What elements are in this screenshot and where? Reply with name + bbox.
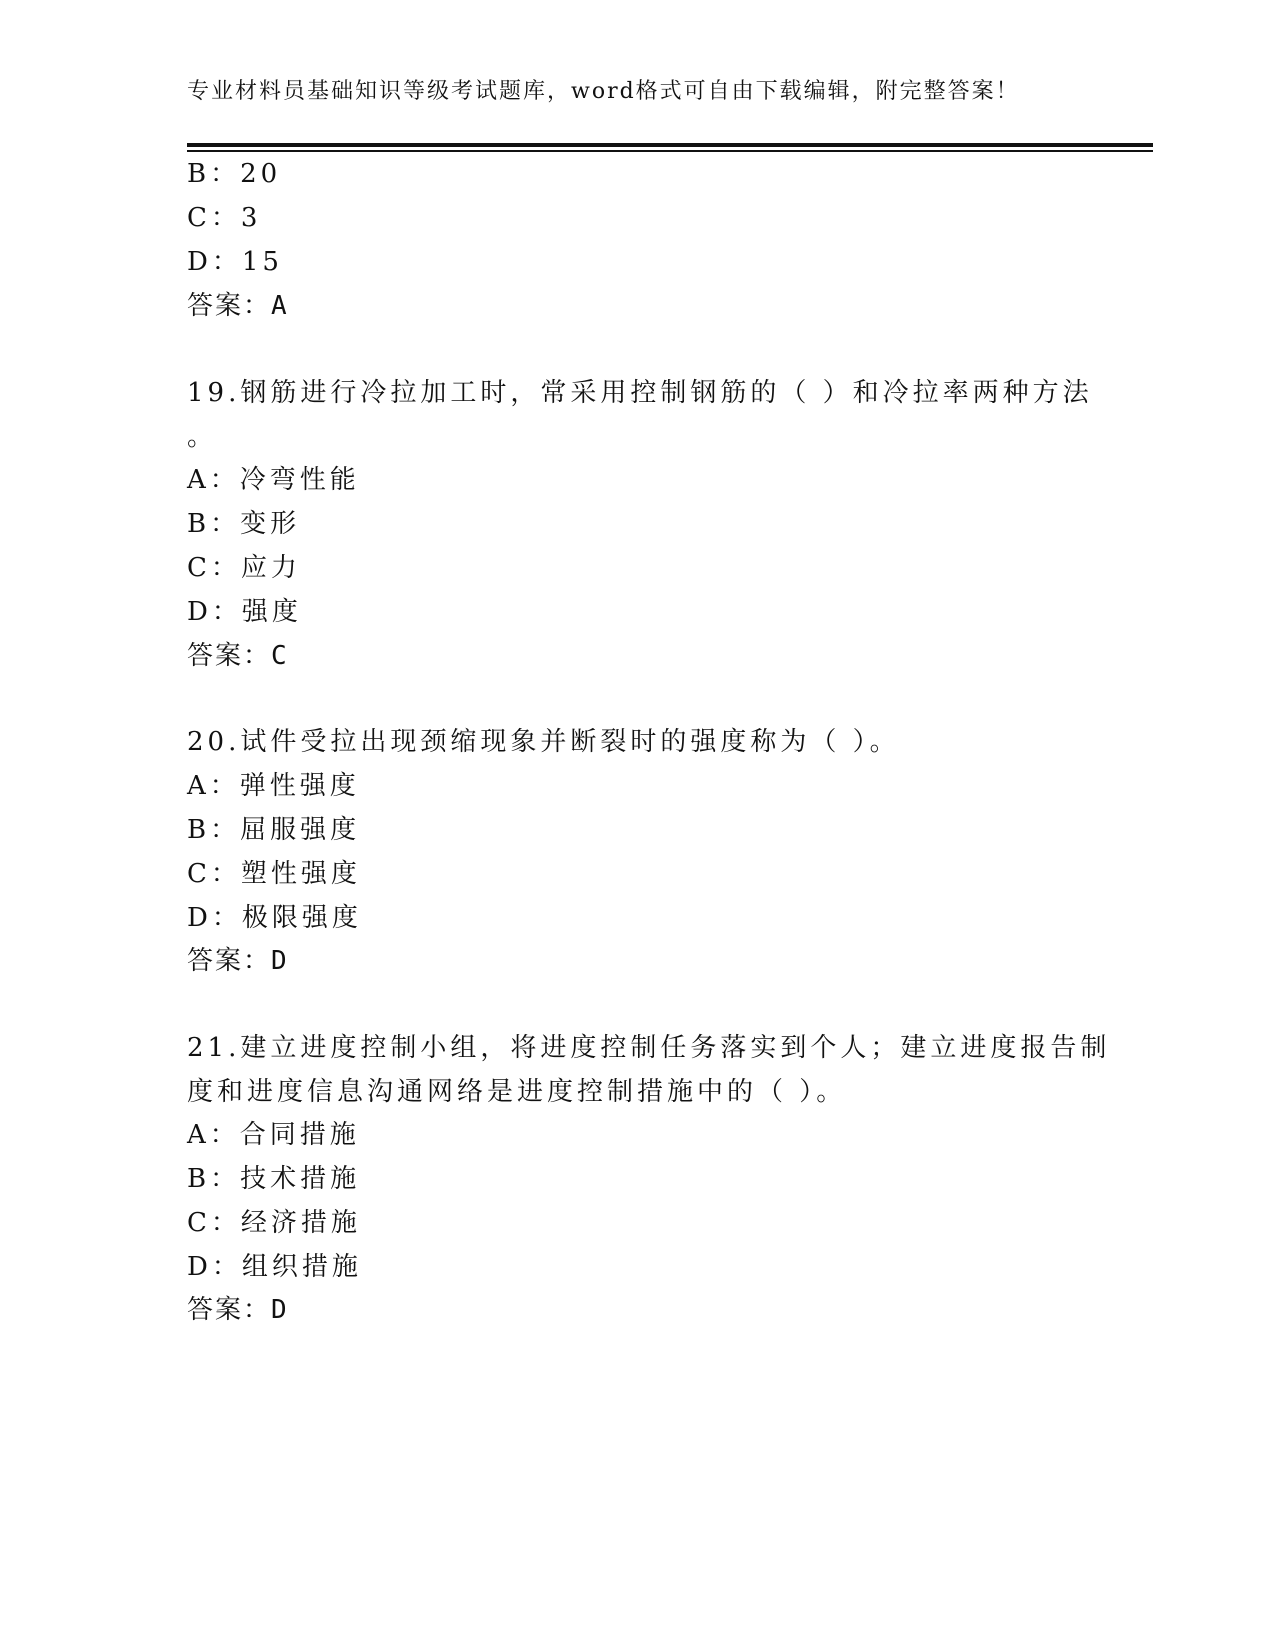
answer-q18 <box>187 289 289 323</box>
page-header: 专业材料员基础知识等级考试题库，word格式可自由下载编辑，附完整答案！ <box>187 79 1020 104</box>
option-a-q19 <box>187 463 360 497</box>
answer-label: 答案： <box>187 291 272 321</box>
option-text: 屈服强度 <box>240 815 361 845</box>
answer-label: 答案： <box>187 641 272 671</box>
question-21-stem-line2: 度和进度信息沟通网络是进度控制措施中的（ ）。 <box>187 1077 847 1107</box>
option-text: 合同措施 <box>239 1120 360 1150</box>
option-label: C： <box>187 203 241 233</box>
option-b-q19 <box>187 507 300 541</box>
option-b-q21 <box>187 1162 360 1196</box>
option-text: 应力 <box>240 553 301 583</box>
option-label: A： <box>187 465 240 495</box>
option-text: 20 <box>240 159 282 189</box>
option-c-q21 <box>187 1206 361 1240</box>
option-b-q20 <box>187 813 360 847</box>
option-text: 经济措施 <box>240 1208 361 1238</box>
answer-q21 <box>187 1293 289 1327</box>
option-text: 弹性强度 <box>239 771 360 801</box>
header-rule-thin <box>187 150 1153 152</box>
option-label: C： <box>187 553 241 583</box>
option-text: 组织措施 <box>241 1252 362 1282</box>
option-c-q20 <box>187 857 361 891</box>
option-c-q18 <box>187 201 261 235</box>
option-c-q19 <box>187 551 301 585</box>
option-a-q20 <box>187 769 360 803</box>
option-text: 变形 <box>240 509 301 539</box>
option-label: B： <box>187 509 241 539</box>
option-text: 塑性强度 <box>240 859 361 889</box>
option-a-q21 <box>187 1118 360 1152</box>
option-text: 3 <box>240 203 262 233</box>
option-label: B： <box>187 1164 241 1194</box>
answer-value: D <box>271 946 289 976</box>
option-label: D： <box>187 247 242 277</box>
option-label: D： <box>187 1252 242 1282</box>
option-label: B： <box>187 815 241 845</box>
option-d-q20 <box>187 901 362 935</box>
option-d-q21 <box>187 1250 362 1284</box>
answer-q19 <box>187 639 289 673</box>
option-text: 极限强度 <box>241 903 362 933</box>
question-19-stem-line2: 。 <box>187 422 218 452</box>
question-19-stem-line1: 19.钢筋进行冷拉加工时，常采用控制钢筋的（ ）和冷拉率两种方法 <box>187 378 1093 408</box>
option-label: D： <box>187 597 242 627</box>
option-label: B： <box>187 159 241 189</box>
option-label: D： <box>187 903 242 933</box>
option-b-q18 <box>187 157 281 191</box>
option-d-q19 <box>187 595 302 629</box>
question-20-stem-line1: 20.试件受拉出现颈缩现象并断裂时的强度称为（ ）。 <box>187 727 900 757</box>
question-21-stem-line1: 21.建立进度控制小组，将进度控制任务落实到个人；建立进度报告制 <box>187 1033 1111 1063</box>
option-text: 强度 <box>241 597 302 627</box>
option-label: C： <box>187 1208 241 1238</box>
answer-value: A <box>271 291 289 321</box>
answer-label: 答案： <box>187 1295 272 1325</box>
answer-value: D <box>271 1295 289 1325</box>
option-label: C： <box>187 859 241 889</box>
answer-q20 <box>187 944 289 978</box>
header-rule-thick <box>187 143 1153 147</box>
option-d-q18 <box>187 245 283 279</box>
option-label: A： <box>187 1120 240 1150</box>
option-text: 技术措施 <box>240 1164 361 1194</box>
answer-label: 答案： <box>187 946 272 976</box>
option-label: A： <box>187 771 240 801</box>
option-text: 15 <box>241 247 283 277</box>
option-text: 冷弯性能 <box>239 465 360 495</box>
answer-value: C <box>271 641 289 671</box>
